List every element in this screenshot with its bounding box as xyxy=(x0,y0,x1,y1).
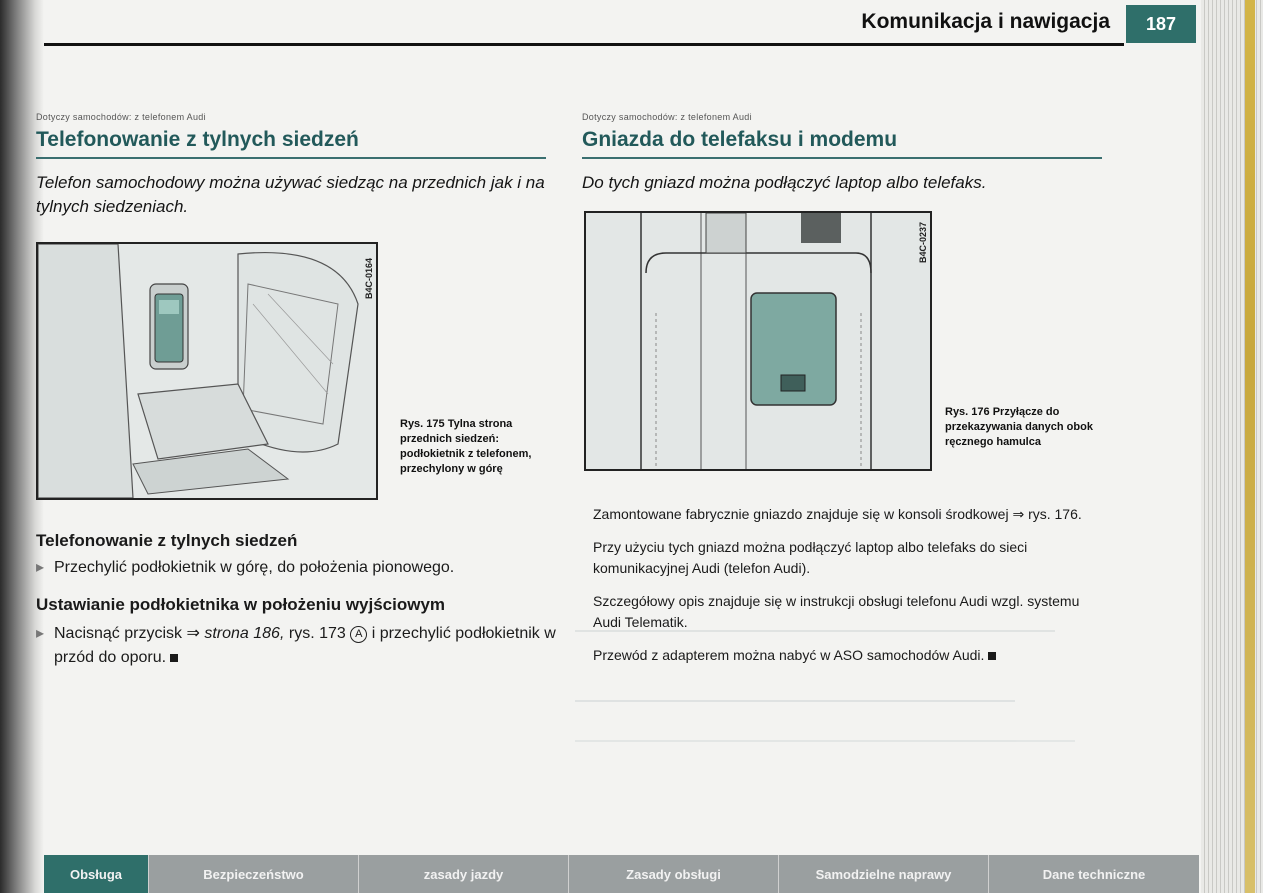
paragraph-1: Zamontowane fabrycznie gniazdo znajduje się w konsoli środkowej ⇒ rys. 176. xyxy=(593,506,1082,522)
tab-zasady-jazdy[interactable]: zasady jazdy xyxy=(359,855,569,893)
left-column xyxy=(36,112,546,219)
tab-obsluga[interactable]: Obsługa xyxy=(44,855,149,893)
running-header-title: Komunikacja i nawigacja xyxy=(861,10,1110,33)
rear-armrest-illustration xyxy=(38,244,376,498)
figure-data-socket xyxy=(584,211,932,471)
instruction-2 xyxy=(36,622,556,670)
instruction-1 xyxy=(36,556,556,580)
bullet-arrow-icon: ▸ xyxy=(36,559,45,576)
figure-code: B4C-0164 xyxy=(364,258,374,300)
figure-rear-armrest xyxy=(36,242,378,500)
figure-code: B4C-0237 xyxy=(918,222,928,264)
instruction-2-part-b: rys. 173 xyxy=(288,625,346,642)
subsection-title-2: Ustawianie podłokietnika w położeniu wyjściowym xyxy=(36,595,446,614)
tab-dane-techniczne[interactable]: Dane techniczne xyxy=(989,855,1199,893)
header-rule xyxy=(44,43,1124,46)
instruction-2-part-a: Nacisnąć przycisk ⇒ xyxy=(54,625,200,642)
callout-a-icon: A xyxy=(350,626,367,643)
chapter-tab-bar xyxy=(44,855,1199,893)
section-lead: Do tych gniazd można podłączyć laptop albo telefaks. xyxy=(582,173,987,192)
section-end-mark-icon xyxy=(988,652,996,660)
page-number: 187 xyxy=(1126,5,1196,43)
instruction-1-text: Przechylić podłokietnik w górę, do położenia pionowego. xyxy=(54,559,455,576)
section-lead: Telefon samochodowy można używać siedząc na przednich jak i na tylnych siedzeniach. xyxy=(36,173,545,216)
applies-to-note: Dotyczy samochodów: z telefonem Audi xyxy=(36,112,206,122)
tab-bezpieczenstwo[interactable]: Bezpieczeństwo xyxy=(149,855,359,893)
section-title: Gniazda do telefaksu i modemu xyxy=(582,128,1102,159)
bullet-arrow-icon: ▸ xyxy=(36,625,45,642)
section-end-mark-icon xyxy=(170,654,178,662)
figure-caption: Rys. 176 Przyłącze do przekazywania danych obok ręcznego hamulca xyxy=(945,406,1093,448)
tab-zasady-obslugi[interactable]: Zasady obsługi xyxy=(569,855,779,893)
center-console-illustration xyxy=(586,213,930,469)
left-instructions xyxy=(36,530,556,670)
paragraph-4-text: Przewód z adapterem można nabyć w ASO samochodów Audi. xyxy=(593,647,985,663)
paragraph-2: Przy użyciu tych gniazd można podłączyć laptop albo telefaks do sieci komunikacyjnej Audi (telefon Audi). xyxy=(593,539,1028,576)
tab-samodzielne-naprawy[interactable]: Samodzielne naprawy xyxy=(779,855,989,893)
page-edge-marker xyxy=(1245,0,1255,893)
paragraph-4 xyxy=(593,645,1098,666)
page-reference-link[interactable]: strona 186, xyxy=(204,625,285,642)
applies-to-note: Dotyczy samochodów: z telefonem Audi xyxy=(582,112,752,122)
paragraph-3: Szczegółowy opis znajduje się w instrukcji obsługi telefonu Audi wzgl. systemu Audi Telematik. xyxy=(593,593,1080,630)
section-title: Telefonowanie z tylnych siedzeń xyxy=(36,128,546,159)
right-column xyxy=(582,112,1102,195)
right-body xyxy=(593,504,1098,666)
instruction-2-part-c: i przechylić podłokietnik w przód do oporu. xyxy=(54,625,556,666)
figure-caption: Rys. 175 Tylna strona przednich siedzeń: podłokietnik z telefonem, przechylony w górę xyxy=(400,418,532,475)
instruction-2-text xyxy=(54,622,556,670)
subsection-title-1: Telefonowanie z tylnych siedzeń xyxy=(36,531,298,550)
